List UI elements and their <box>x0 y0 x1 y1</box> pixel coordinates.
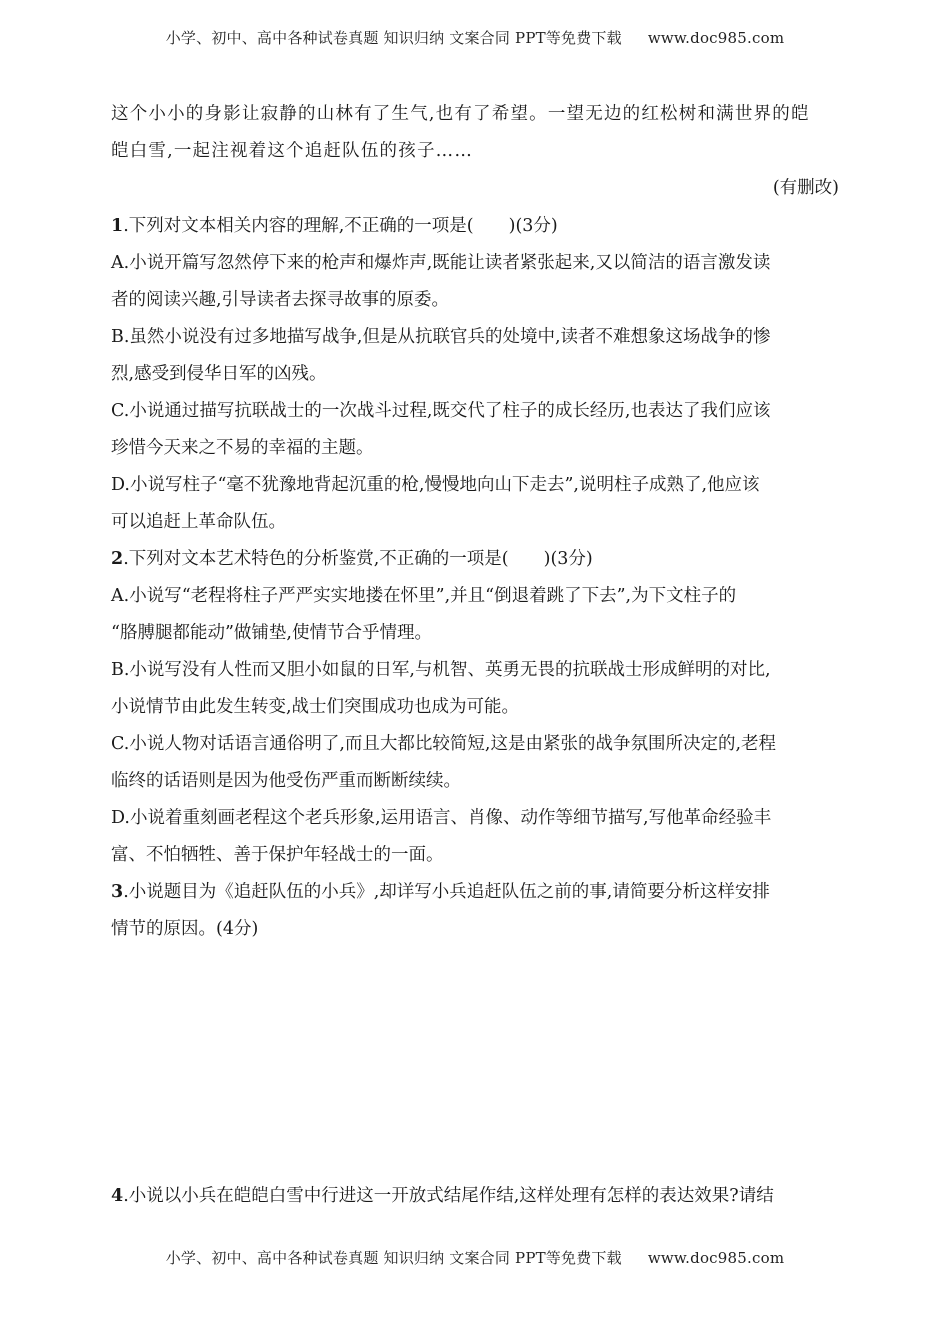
option-c-cont: 临终的话语则是因为他受伤严重而断断续续。 <box>111 771 461 791</box>
option-a: A.小说写“老程将柱子严严实实地搂在怀里”,并且“倒退着跳了下去”,为下文柱子的 <box>111 586 737 606</box>
question-number: 4 <box>111 1186 124 1206</box>
source-note: (有删改) <box>772 178 839 198</box>
question-3 <box>111 874 839 948</box>
question-number: 2 <box>111 549 124 569</box>
option-d: D.小说着重刻画老程这个老兵形象,运用语言、肖像、动作等细节描写,写他革命经验丰 <box>111 808 772 828</box>
passage-end <box>111 96 839 207</box>
page-header <box>0 27 950 48</box>
option-d-cont: 可以追赶上革命队伍。 <box>111 512 286 532</box>
question-stem: .小说以小兵在皑皑白雪中行进这一开放式结尾作结,这样处理有怎样的表达效果?请结 <box>123 1186 774 1206</box>
footer-site-link[interactable]: www.doc985.com <box>647 1249 785 1267</box>
option-b: B.小说写没有人性而又胆小如鼠的日军,与机智、英勇无畏的抗联战士形成鲜明的对比, <box>111 660 771 680</box>
question-stem: .下列对文本相关内容的理解,不正确的一项是( )(3分) <box>123 216 558 236</box>
option-b: B.虽然小说没有过多地描写战争,但是从抗联官兵的处境中,读者不难想象这场战争的惨 <box>111 327 771 347</box>
option-b-cont: 烈,感受到侵华日军的凶残。 <box>111 364 327 384</box>
option-c: C.小说人物对话语言通俗明了,而且大都比较简短,这是由紧张的战争氛围所决定的,老程 <box>111 734 777 754</box>
header-site-link[interactable]: www.doc985.com <box>647 29 785 47</box>
question-stem: .小说题目为《追赶队伍的小兵》,却详写小兵追赶队伍之前的事,请简要分析这样安排 <box>123 882 770 902</box>
option-a: A.小说开篇写忽然停下来的枪声和爆炸声,既能让读者紧张起来,又以简洁的语言激发读 <box>111 253 771 273</box>
option-b-cont: 小说情节由此发生转变,战士们突围成功也成为可能。 <box>111 697 520 717</box>
option-a-cont: “胳膊腿都能动”做铺垫,使情节合乎情理。 <box>111 623 432 643</box>
question-stem: .下列对文本艺术特色的分析鉴赏,不正确的一项是( )(3分) <box>123 549 593 569</box>
question-number: 3 <box>111 882 124 902</box>
question-4 <box>111 1178 839 1215</box>
question-1 <box>111 208 839 541</box>
question-stem-cont: 情节的原因。(4分) <box>111 919 259 939</box>
page-footer <box>0 1247 950 1268</box>
passage-line: 这个小小的身影让寂静的山林有了生气,也有了希望。一望无边的红松树和满世界的皑 <box>111 104 810 124</box>
question-2 <box>111 541 839 874</box>
question-number: 1 <box>111 216 124 236</box>
passage-line: 皑白雪,一起注视着这个追赶队伍的孩子…… <box>111 141 474 161</box>
questions-block <box>111 208 839 948</box>
option-d: D.小说写柱子“毫不犹豫地背起沉重的枪,慢慢地向山下走去”,说明柱子成熟了,他应该 <box>111 475 760 495</box>
footer-text: 小学、初中、高中各种试卷真题 知识归纳 文案合同 PPT等免费下载 <box>165 1249 622 1267</box>
option-c: C.小说通过描写抗联战士的一次战斗过程,既交代了柱子的成长经历,也表达了我们应该 <box>111 401 771 421</box>
header-text: 小学、初中、高中各种试卷真题 知识归纳 文案合同 PPT等免费下载 <box>165 29 622 47</box>
option-a-cont: 者的阅读兴趣,引导读者去探寻故事的原委。 <box>111 290 450 310</box>
option-d-cont: 富、不怕牺牲、善于保护年轻战士的一面。 <box>111 845 444 865</box>
option-c-cont: 珍惜今天来之不易的幸福的主题。 <box>111 438 374 458</box>
